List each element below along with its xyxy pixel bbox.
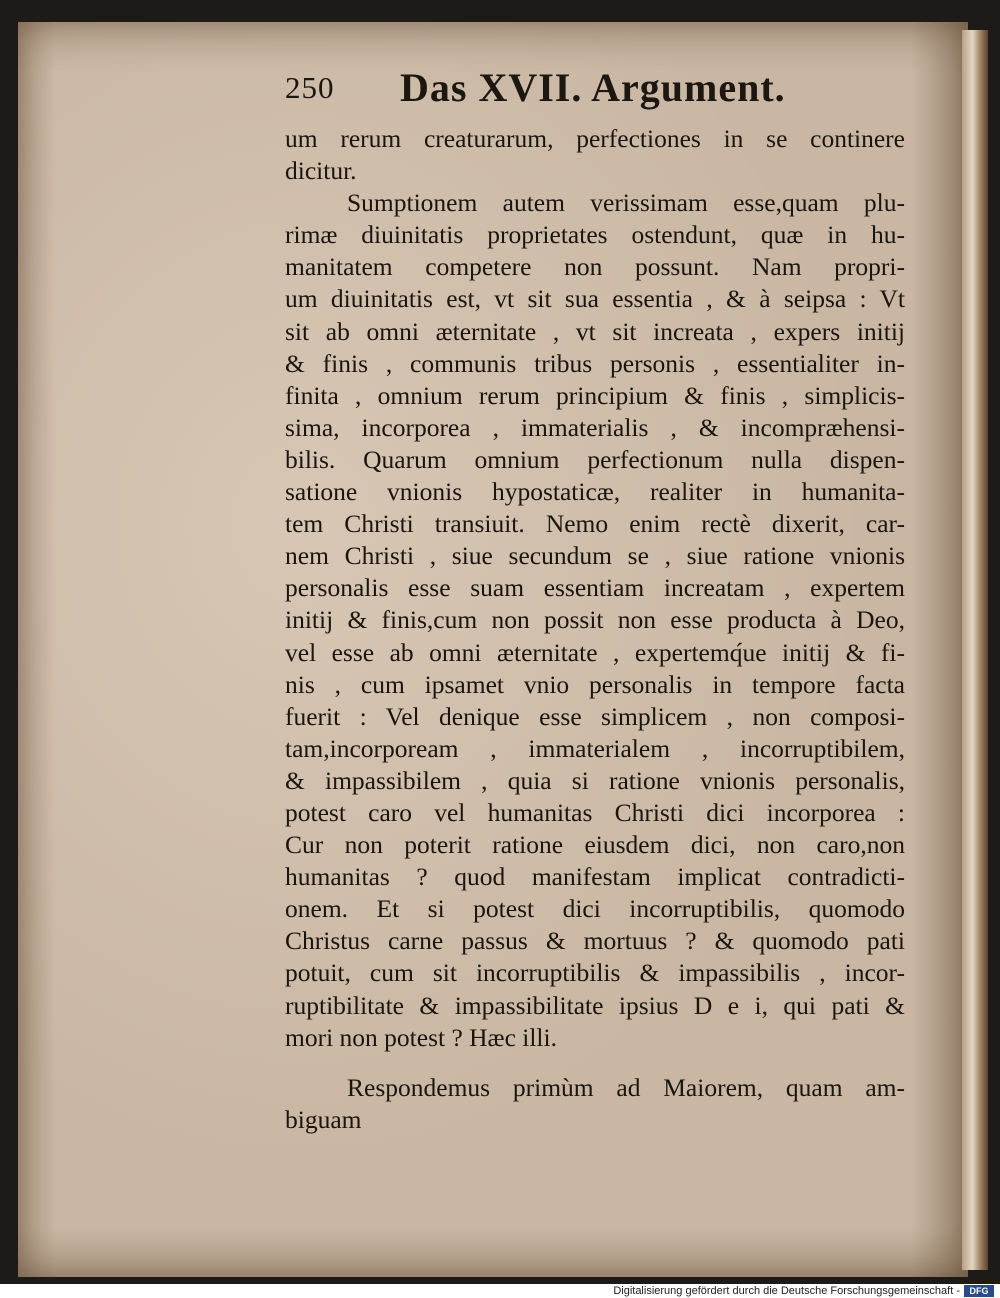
text-line: rimæ diuinitatis proprietates ostendunt, quæ in hu- <box>285 220 905 250</box>
text-line: Respondemus primùm ad Maiorem, quam am- <box>347 1072 905 1102</box>
text-line: Christus carne passus & mortuus ? & quomodo pati <box>285 926 905 956</box>
body-text <box>285 123 905 1136</box>
text-line: humanitas ? quod manifestam implicat contradicti- <box>285 862 905 892</box>
funding-credit: Digitalisierung gefördert durch die Deutsche Forschungsgemeinschaft - <box>613 1285 960 1297</box>
paragraph-gap <box>285 1054 905 1072</box>
page-edge <box>962 30 988 1270</box>
text-line: onem. Et si potest dici incorruptibilis, quomodo <box>285 894 905 924</box>
text-line: ruptibilitate & impassibilitate ipsius D e i, qui pati & <box>285 990 905 1020</box>
text-line: manitatem competere non possunt. Nam propri- <box>285 252 905 282</box>
text-line: fuerit : Vel denique esse simplicem , non composi- <box>285 701 905 731</box>
text-line: tem Christi transiuit. Nemo enim rectè dixerit, car- <box>285 509 905 539</box>
text-line: initij & finis,cum non possit non esse producta à Deo, <box>285 605 905 635</box>
text-line: dicitur. <box>285 156 357 186</box>
text-line: personalis esse suam essentiam increatam , expertem <box>285 573 905 603</box>
text-line: tam,incorpoream , immaterialem , incorruptibilem, <box>285 733 905 763</box>
text-line: Cur non poterit ratione eiusdem dici, non caro,non <box>285 830 905 860</box>
running-head <box>285 64 905 112</box>
text-line: vel esse ab omni æternitate , expertemq́ue initij & fi- <box>285 637 905 667</box>
text-line: satione vnionis hypostaticæ, realiter in humanita- <box>285 477 905 507</box>
catchword: biguam <box>285 1104 362 1134</box>
text-line: um diuinitatis est, vt sit sua essentia , & à seipsa : Vt <box>285 284 905 314</box>
text-line: sima, incorporea , immaterialis , & incompræhensi- <box>285 412 905 442</box>
text-line: mori non potest ? Hæc illi. <box>285 1022 557 1052</box>
text-line: potest caro vel humanitas Christi dici incorporea : <box>285 797 905 827</box>
page-number: 250 <box>285 70 335 105</box>
text-line: finita , omnium rerum principium & finis , simplicis- <box>285 380 905 410</box>
text-line: bilis. Quarum omnium perfectionum nulla dispen- <box>285 444 905 474</box>
text-line: um rerum creaturarum, perfectiones in se continere <box>285 124 905 153</box>
text-line: sit ab omni æternitate , vt sit increata , expers initij <box>285 316 905 346</box>
digitization-footer <box>0 1284 1000 1298</box>
text-line: nis , cum ipsamet vnio personalis in tempore facta <box>285 669 905 699</box>
text-line: & impassibilem , quia si ratione vnionis personalis, <box>285 765 905 795</box>
text-line: & finis , communis tribus personis , essentialiter in- <box>285 348 905 378</box>
text-line: nem Christi , siue secundum se , siue ratione vnionis <box>285 541 905 571</box>
running-title: Das XVII. Argument. <box>400 65 786 110</box>
text-line: potuit, cum sit incorruptibilis & impassibilis , incor- <box>285 958 905 988</box>
text-line: Sumptionem autem verissimam esse,quam plu- <box>347 188 905 218</box>
dfg-logo: DFG <box>964 1285 994 1297</box>
